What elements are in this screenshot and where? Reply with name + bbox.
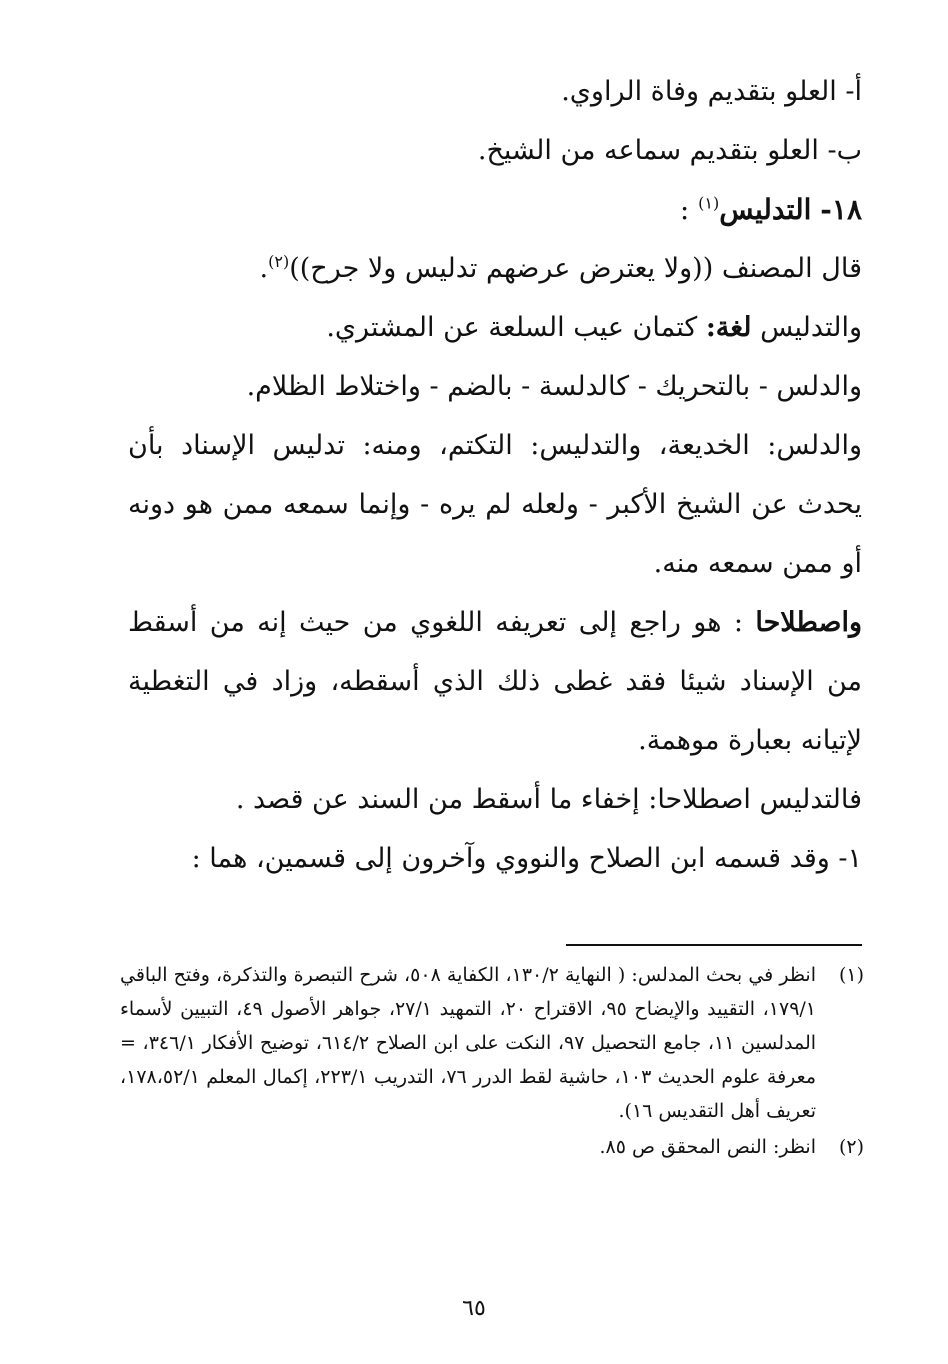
footnote-number: (١) [838, 964, 864, 986]
dals-paragraph: والدلس: الخديعة، والتدليس: التكتم، ومنه: تدليس الإسناد بأن يحدث عن الشيخ الأكبر - ولعله لم يره - وإنما سمعه ممن هو دونه أو ممن سمعه منه. [128, 430, 862, 579]
section-heading [128, 180, 862, 239]
technical-definition: فالتدليس اصطلاحا: إخفاء ما أسقط من السند عن قصد . [235, 784, 862, 815]
istilah-label: واصطلاحا [755, 607, 862, 638]
footnote-number: (٢) [838, 1136, 864, 1158]
main-text [128, 62, 862, 888]
footnote-2 [120, 1130, 864, 1164]
technical-paragraph [128, 593, 862, 770]
footnote-text: انظر في بحث المدلس: ( النهاية ١٣٠/٢، الكفاية ٥٠٨، شرح التبصرة والتذكرة، وفتح الباقي ١٧٩/١، التقييد والإيضاح ٩٥، الاقتراح ٢٠، التمهيد ٢٧/١، جواهر الأصول ٤٩، التبيين لأسماء المدلسين ١١، جامع التحصيل ٩٧، النكت على ابن الصلاح ٦١٤/٢، توضيح الأفكار ٣٤٦/١، = معرفة علوم الحديث ١٠٣، حاشية لقط الدرر ٧٦، التدريب ٢٢٣/١، إكمال المعلم ١٧٨،٥٢/١، تعريف أهل التقديس ١٦). [120, 964, 817, 1122]
lugha-prefix: والتدليس [760, 312, 862, 343]
page-number: ٦٥ [462, 1296, 486, 1321]
footnote-text: انظر: النص المحقق ص ٨٥. [599, 1136, 816, 1158]
author-quote [128, 239, 862, 298]
footnotes [120, 958, 864, 1164]
heading-colon: : [679, 193, 690, 226]
istilah-text: : هو راجع إلى تعريفه اللغوي من حيث إنه من أسقط من الإسناد شيئا فقد غطى ذلك الذي أسقطه، وزاد في التغطية لإتيانه بعبارة موهمة. [128, 607, 862, 756]
list-item-b: ب- العلو بتقديم سماعه من الشيخ. [477, 135, 862, 166]
section-title: التدليس [719, 193, 812, 226]
division-line: ١- وقد قسمه ابن الصلاح والنووي وآخرون إلى قسمين، هما : [191, 843, 862, 874]
quote-text: قال المصنف ((ولا يعترض عرضهم تدليس ولا جرح)) [289, 253, 862, 284]
list-item-a: أ- العلو بتقديم وفاة الراوي. [561, 76, 862, 107]
quote-end: . [259, 253, 269, 284]
dals-line: والدلس - بالتحريك - كالدلسة - بالضم - واختلاط الظلام. [246, 371, 862, 402]
lugha-text: كتمان عيب السلعة عن المشتري. [326, 312, 698, 343]
footnote-1 [120, 958, 864, 1128]
footnote-ref-1: (١) [698, 193, 720, 213]
footnote-separator [566, 944, 862, 946]
footnote-ref-2: (٢) [268, 252, 290, 271]
section-number: ١٨- [820, 193, 862, 226]
linguistic-definition [128, 298, 862, 357]
lugha-label: لغة: [705, 312, 752, 343]
